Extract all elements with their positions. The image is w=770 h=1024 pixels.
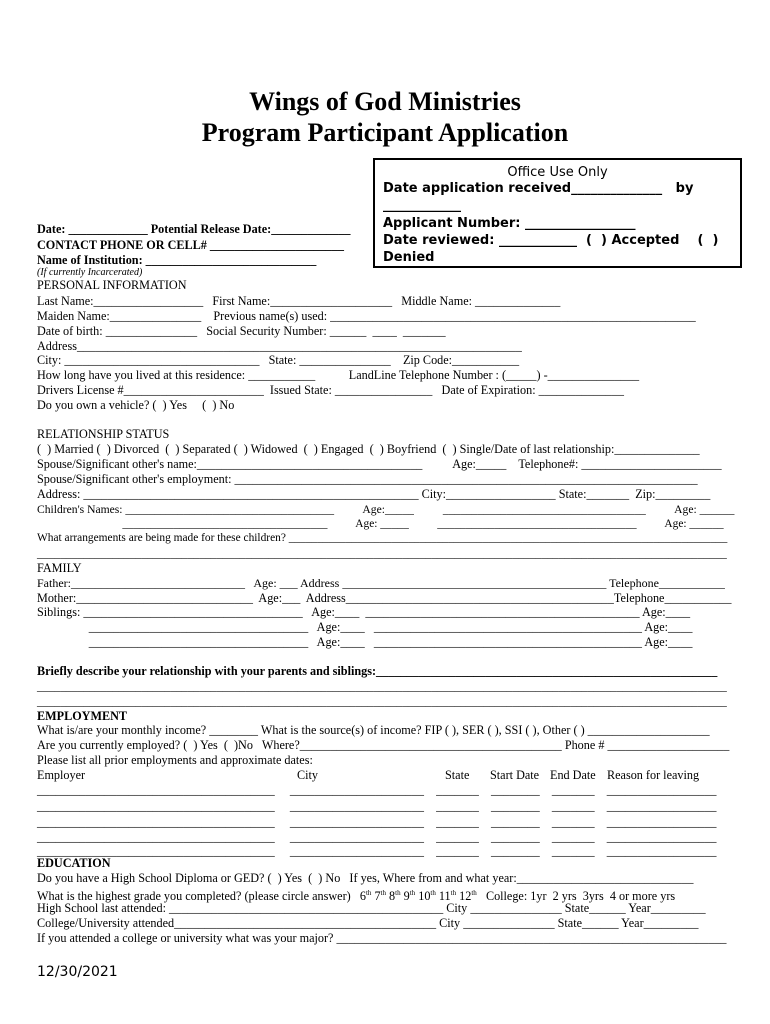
grade-option: 9 [403, 889, 410, 904]
employment-row: _______________________________________ ______________________ _______ ________ _______ __________________ [37, 783, 717, 797]
grade-option: 11 [438, 889, 451, 904]
children-line-2: ____________________________________ Age: _____ ___________________________________ Age: ______ [37, 518, 724, 530]
col-state: State [445, 768, 470, 782]
birth-ssn-line: Date of birth: _______________ Social Security Number: ______ ____ _______ [37, 324, 446, 338]
currently-employed-line: Are you currently employed? ( ) Yes ( )No Where?___________________________________________ Phone # ____________________ [37, 738, 730, 752]
office-date-received: Date application received______________ by [383, 181, 694, 196]
institution-line: Name of Institution: ____________________________ [37, 253, 317, 267]
grade-suffix: th [380, 889, 386, 897]
major-line: If you attended a college or university what was your major? ________________________________________________________________ [37, 931, 727, 945]
office-date-reviewed: Date reviewed: ____________ ( ) Accepted ( ) [383, 233, 719, 248]
ged-line: Do you have a High School Diploma or GED? ( ) Yes ( ) No If yes, Where from and what year:_____________________________ [37, 871, 694, 885]
contact-phone-line: CONTACT PHONE OR CELL# ______________________ [37, 238, 344, 252]
family-heading: FAMILY [37, 561, 82, 575]
city-state-zip-line: City: ________________________________ State: _______________ Zip Code:___________ [37, 353, 520, 367]
prior-employment-instruction: Please list all prior employments and approximate dates: [37, 753, 313, 767]
grade-option: 10 [418, 889, 431, 904]
footer-date: 12/30/2021 [37, 964, 118, 980]
grade-suffix: th [395, 889, 401, 897]
office-blank-line: ____________ [383, 198, 461, 213]
office-applicant-number: Applicant Number: _________________ [383, 216, 636, 231]
spouse-address-line: Address: _______________________________________________________ City:__________________ State:_______ Zip:_________ [37, 487, 711, 501]
drivers-license-line: Drivers License #_______________________ Issued State: ________________ Date of Expiration: ______________ [37, 383, 624, 397]
education-heading: EDUCATION [37, 856, 111, 870]
col-reason: Reason for leaving [607, 768, 700, 782]
name-line: Last Name:__________________ First Name:____________________ Middle Name: ______________ [37, 294, 561, 308]
children-line-1: Children's Names: ____________________________________ Age:_____ ___________________________________ Age: ______ [37, 503, 735, 516]
address-line: Address_________________________________________________________________________ [37, 339, 522, 353]
maiden-name-line: Maiden Name:_______________ Previous name(s) used: ____________________________________________________________ [37, 309, 696, 323]
siblings-line-3: ____________________________________ Age:____ ____________________________________________ Age:____ [37, 635, 693, 649]
col-start-date: Start Date [490, 768, 540, 782]
arrangements-line: What arrangements are being made for these children? _____________________________________________________________________________ [37, 532, 728, 544]
grade-suffix: th [450, 889, 457, 897]
grade-suffix: th [430, 889, 436, 897]
arrangements-blank-line: _______________________________________________________________________________________________________________________ [37, 547, 727, 560]
relationship-description-line-3: _______________________________________________________________________________________________________________________ [37, 695, 727, 708]
relationship-heading: RELATIONSHIP STATUS [37, 427, 170, 441]
employment-row: _______________________________________ ______________________ _______ ________ _______ __________________ [37, 830, 717, 844]
grade-suffix: th [471, 889, 477, 897]
income-line: What is/are your monthly income? ________ What is the source(s) of income? FIP ( ), SER ( ), SSI ( ), Other ( ) ____________________ [37, 723, 710, 737]
relationship-description-line-2: _______________________________________________________________________________________________________________________ [37, 680, 727, 693]
mother-line: Mother:_____________________________ Age:___ Address____________________________________________Telephone___________ [37, 591, 732, 605]
siblings-line-2: ____________________________________ Age:____ ____________________________________________ Age:____ [37, 620, 693, 634]
residence-phone-line: How long have you lived at this residence: ___________ LandLine Telephone Number : (_____) -_______________ [37, 368, 640, 382]
relationship-description-question: Briefly describe your relationship with your parents and siblings:________________________________________________________ [37, 664, 718, 678]
col-end-date: End Date [550, 768, 596, 782]
form-title: Program Participant Application [201, 118, 569, 147]
employment-row: _______________________________________ ______________________ _______ ________ _______ __________________ [37, 815, 717, 829]
college-years-options: College: 1yr 2 yrs 3yrs 4 or more yrs [476, 889, 676, 904]
spouse-employment-line: Spouse/Significant other's employment: ____________________________________________________________________________ [37, 472, 698, 486]
office-use-heading: Office Use Only [507, 165, 608, 180]
grade-suffix: th [409, 889, 416, 897]
highest-grade-prompt: What is the highest grade you completed? (please circle answer) 6 [37, 889, 366, 904]
grade-option: 8 [389, 889, 396, 904]
college-line: College/University attended___________________________________________ City _______________ State______ Year_________ [37, 916, 699, 930]
office-use-box [373, 158, 742, 268]
organization-title: Wings of God Ministries [249, 87, 521, 116]
spouse-name-line: Spouse/Significant other's name:_____________________________________ Age:_____ Telephone#: _______________________ [37, 457, 722, 471]
grade-option: 12 [459, 889, 472, 904]
father-line: Father:_____________________________ Age: ___ Address ____________________________________________ Telephone___________ [37, 576, 725, 590]
office-denied: Denied [383, 250, 435, 265]
vehicle-line: Do you own a vehicle? ( ) Yes ( ) No [37, 398, 235, 412]
marital-status-line: ( ) Married ( ) Divorced ( ) Separated ( ) Widowed ( ) Engaged ( ) Boyfriend ( ) Single/Date of last relationship:______________ [37, 442, 700, 456]
incarcerated-note: (If currently Incarcerated) [37, 267, 143, 278]
col-employer: Employer [37, 768, 86, 782]
employment-heading: EMPLOYMENT [37, 709, 128, 723]
grade-suffix: th [365, 889, 372, 897]
col-city: City [297, 768, 318, 782]
employment-row: _______________________________________ ______________________ _______ ________ _______ __________________ [37, 844, 717, 858]
employment-row: _______________________________________ ______________________ _______ ________ _______ __________________ [37, 799, 717, 813]
grade-option: 7 [374, 889, 381, 904]
date-release-line: Date: _____________ Potential Release Date:_____________ [37, 222, 351, 236]
personal-info-heading: PERSONAL INFORMATION [37, 278, 187, 292]
siblings-line-1: Siblings: ____________________________________ Age:____ _____________________________________________ Age:____ [37, 605, 691, 619]
high-school-line: High School last attended: _____________________________________________ City _______________ State______ Year_________ [37, 901, 706, 915]
